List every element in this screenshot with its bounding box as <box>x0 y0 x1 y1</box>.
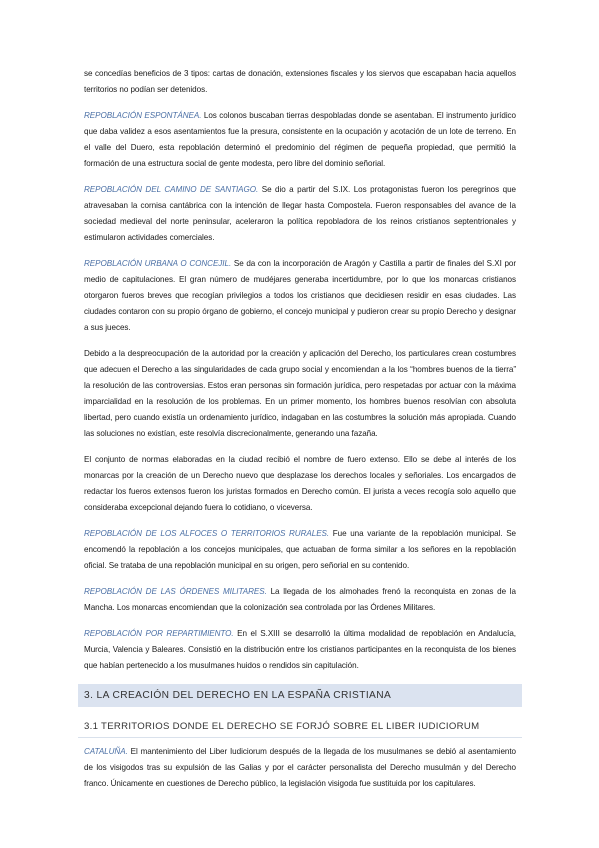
subsection-heading-3-1: 3.1 TERRITORIOS DONDE EL DERECHO SE FORJÓ SOBRE EL LIBER IUDICIORUM <box>78 717 522 738</box>
paragraph-text: La llegada de los almohades frenó la reconquista en zonas de la Mancha. Los monarcas encomiendan que la colonización sea controlada por las Órdenes Militares. <box>84 587 516 612</box>
paragraph-intro: se concedías beneficios de 3 tipos: cartas de donación, extensiones fiscales y los siervos que escapaban hacia aquellos territorios no podían ser detenidos. <box>84 69 516 94</box>
term-camino-santiago: REPOBLACIÓN DEL CAMINO DE SANTIAGO. <box>84 185 259 194</box>
paragraph-text: Se da con la incorporación de Aragón y Castilla a partir de finales del S.XI por medio de capitulaciones. El gran número de mudéjares generaba incertidumbre, por lo que los monarcas cristianos otorgaron fueros breves que recogían privilegios a todos los cristianos que decidiesen residir en esas ciudades. Las ciudades contaron con su propio órgano de gobierno, el concejo municipal y pudieron crear su propio Derecho y designar a sus jueces. <box>84 259 517 332</box>
paragraph-despreocupacion: Debido a la despreocupación de la autoridad por la creación y aplicación del Derecho, los particulares crean costumbres que adecuen el Derecho a las singularidades de cada grupo social y encomiendan a la los “hombres buenos de la tierra” la resolución de las controversias. Estos eran personas sin formación jurídica, pero respetadas por actuar con la máxima imparcialidad en la resolución de los problemas. En un primer momento, los hombres buenos resolvían con absoluta libertad, pero cuando existía un ordenamiento jurídico, indagaban en las costumbres la solución más apropiada. Cuando las soluciones no existían, este resolvía discrecionalmente, generando una fazaña. <box>84 349 516 438</box>
term-cataluna: CATALUÑA. <box>84 747 128 756</box>
term-repoblacion-espontanea: REPOBLACIÓN ESPONTÁNEA. <box>84 111 202 120</box>
paragraph-text: Fue una variante de la repoblación municipal. Se encomendó la repoblación a los concejos municipales, que actuaban de forma similar a los señores en la repoblación oficial. Se trataba de una repoblación municipal en su origen, pero señorial en su contenido. <box>84 529 516 570</box>
paragraph-ordenes-militares <box>84 584 516 616</box>
paragraph-text: Se dio a partir del S.IX. Los protagonistas fueron los peregrinos que atravesaban la cornisa cantábrica con la intención de llegar hasta Compostela. Fueron responsables del avance de la sociedad medieval del norte peninsular, aceleraron la política repobladora de los reinos cristianos septentrionales y estimularon actividades comerciales. <box>84 185 516 242</box>
paragraph-repartimiento <box>84 626 516 674</box>
section-heading-3: 3. LA CREACIÓN DEL DERECHO EN LA ESPAÑA CRISTIANA <box>78 684 522 707</box>
page-content <box>84 66 516 802</box>
paragraph-text: El mantenimiento del Liber Iudiciorum después de la llegada de los musulmanes se debió al asentamiento de los visigodos tras su expulsión de las Galias y por el carácter personalista del Derecho musulmán y del Derecho franco. Únicamente en cuestiones de Derecho público, la legislación visigoda fue sustituida por los capitulares. <box>84 747 516 788</box>
paragraph-text: En el S.XIII se desarrolló la última modalidad de repoblación en Andalucía, Murcia, Valencia y Baleares. Consistió en la distribución entre los cristianos participantes en la reconquista de los bienes que habían pertenecido a los musulmanes huidos o rendidos sin capitulación. <box>84 629 516 670</box>
term-repoblacion-urbana: REPOBLACIÓN URBANA O CONCEJIL. <box>84 259 232 268</box>
term-ordenes-militares: REPOBLACIÓN DE LAS ÓRDENES MILITARES. <box>84 587 267 596</box>
term-repartimiento: REPOBLACIÓN POR REPARTIMIENTO. <box>84 629 234 638</box>
paragraph-alfoces <box>84 526 516 574</box>
paragraph-fuero-extenso: El conjunto de normas elaboradas en la ciudad recibió el nombre de fuero extenso. Ello se debe al interés de los monarcas por la creación de un Derecho nuevo que desplazase los derechos locales y señoriales. Los encargados de redactar los fueros extensos fueron los juristas formados en Derecho común. El jurista a veces recogía solo aquello que consideraba excepcional dejando fuera lo cotidiano, o viceversa. <box>84 455 516 512</box>
paragraph-repoblacion-urbana <box>84 256 516 336</box>
term-alfoces: REPOBLACIÓN DE LOS ALFOCES O TERRITORIOS RURALES. <box>84 529 330 538</box>
paragraph-camino-santiago <box>84 182 516 246</box>
paragraph-repoblacion-espontanea <box>84 108 516 172</box>
paragraph-text: Los colonos buscaban tierras despobladas donde se asentaban. El instrumento jurídico que daba validez a esos asentamientos fue la presura, consistente en la ocupación y acotación de un lote de terreno. En el valle del Duero, esta repoblación determinó el predominio del régimen de pequeña propiedad, que permitió la formación de una estructura social de gente modesta, pero libre del dominio señorial. <box>84 111 517 168</box>
paragraph-cataluna <box>84 744 516 792</box>
